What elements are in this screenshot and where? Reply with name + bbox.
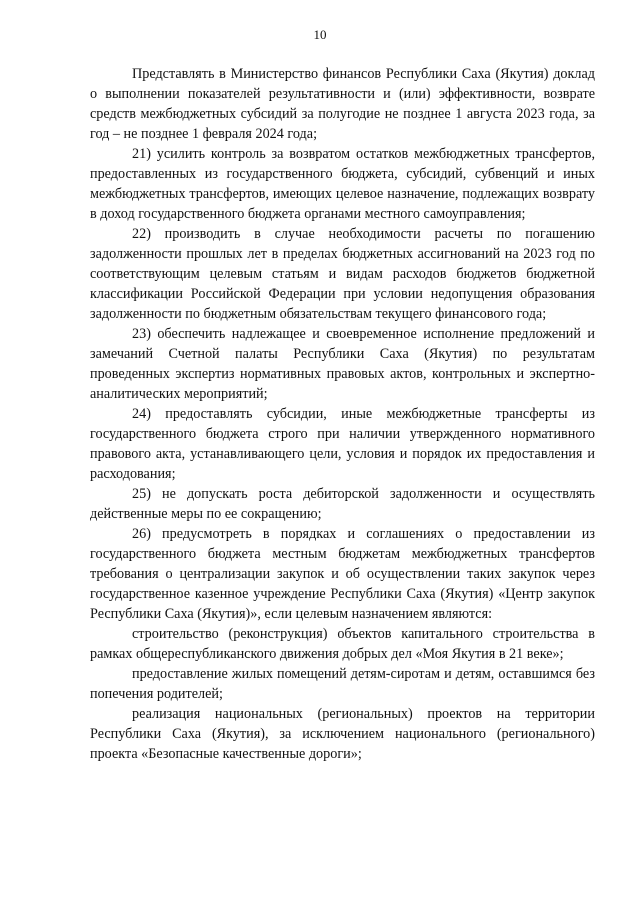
paragraph-item-24: 24) предоставлять субсидии, иные межбюджетные трансферты из государственного бюджета строго при наличии утвержденного нормативного правового акта, устанавливающего цели, условия и порядок их предоставления и расходования; xyxy=(90,406,595,482)
paragraph-item-26: 26) предусмотреть в порядках и соглашениях о предоставлении из государственного бюджета местным бюджетам межбюджетных трансфертов требования о централизации закупок и об осуществлении таких закупок через государственное казенное учреждение Республики Саха (Якутия) «Центр закупок Республики Саха (Якутия)», если целевым назначением являются: xyxy=(90,526,595,622)
paragraph-item-21: 21) усилить контроль за возвратом остатков межбюджетных трансфертов, предоставленных из государственного бюджета, субсидий, субвенций и иных межбюджетных трансфертов, имеющих целевое назначение, подлежащих возврату в доход государственного бюджета органами местного самоуправления; xyxy=(90,146,595,222)
paragraph-subitem-construction: строительство (реконструкция) объектов капитального строительства в рамках общереспубликанского движения добрых дел «Моя Якутия в 21 веке»; xyxy=(90,626,595,662)
paragraph-item-23: 23) обеспечить надлежащее и своевременное исполнение предложений и замечаний Счетной палаты Республики Саха (Якутия) по результатам проведенных экспертиз нормативных правовых актов, контрольных и экспертно-аналитических мероприятий; xyxy=(90,326,595,402)
paragraph-item-22: 22) производить в случае необходимости расчеты по погашению задолженности прошлых лет в пределах бюджетных ассигнований на 2023 год по соответствующим целевым статьям и видам расходов бюджетов бюджетной классификации Российской Федерации при условии недопущения образования задолженности по бюджетным обязательствам текущего финансового года; xyxy=(90,226,595,322)
paragraph-subitem-housing: предоставление жилых помещений детям-сиротам и детям, оставшимся без попечения родителей; xyxy=(90,666,595,702)
paragraph-intro: Представлять в Министерство финансов Республики Саха (Якутия) доклад о выполнении показателей результативности и (или) эффективности, возврате средств межбюджетных субсидий за полугодие не позднее 1 августа 2023 года, за год – не позднее 1 февраля 2024 года; xyxy=(90,66,595,142)
paragraph-item-25: 25) не допускать роста дебиторской задолженности и осуществлять действенные меры по ее сокращению; xyxy=(90,486,595,522)
paragraph-subitem-national-projects: реализация национальных (региональных) проектов на территории Республики Саха (Якутия), за исключением национального (регионального) проекта «Безопасные качественные дороги»; xyxy=(90,706,595,762)
document-body xyxy=(90,64,595,764)
page-number: 10 xyxy=(313,27,327,42)
